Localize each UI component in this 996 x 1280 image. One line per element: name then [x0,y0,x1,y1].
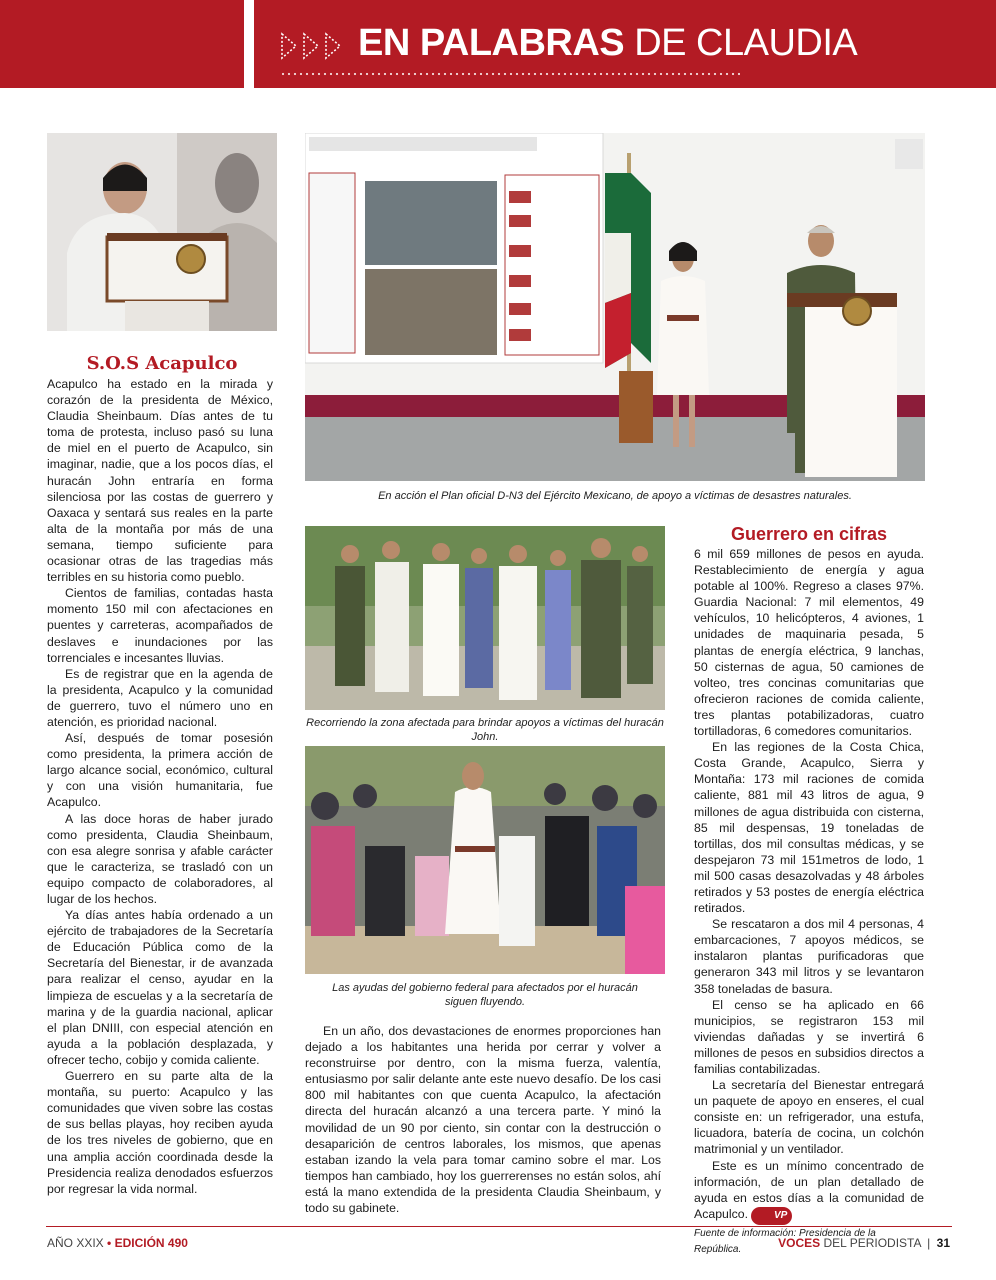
left-paragraph: Cientos de familias, contadas hasta momento 150 mil con afectaciones en puentes y carreteras, acompañados de deslaves e inundaciones por las torrenciales e incesantes lluvias. [47,586,273,665]
caption-lower-line-2: siguen fluyendo. [444,996,526,1008]
photo-claudia-podium [47,133,277,331]
right-article-body [694,546,924,1258]
vp-badge: VP [751,1207,792,1225]
page-title [358,22,857,65]
title-bold: EN PALABRAS [358,22,625,64]
left-paragraph: Así, después de tomar posesión como presidenta, la primera acción de largo alcance social, económico, cultural y con una visión humanitaria, fue Acapulco. [47,731,273,810]
caption-main-photo: En acción el Plan oficial D-N3 del Ejército Mexicano, de apoyo a víctimas de desastres naturales. [378,490,852,502]
right-paragraph-text: Este es un mínimo concentrado de información, de un plan detallado de ayuda en estos días a la comunidad de Acapulco. [694,1158,924,1221]
photo-claudia-with-residents [305,746,665,974]
header-dotted-line [280,72,740,76]
right-paragraph: En las regiones de la Costa Chica, Costa Grande, Acapulco, Sierra y Montaña: 173 mil raciones de comida caliente, 881 mil 43 litros de agua, 9 millones de agua distribuida con cisterna, 85 mil despensas, 19 toneladas de tortillas, dos mil consultas médicas, y se despejaron 73 mil 151metros de lodo, 1 mil 500 casas desazolvadas y 48 árboles retirados y 53 postes de energía eléctrica retirados. [694,740,924,916]
caption-middle-photo: Recorriendo la zona afectada para brindar apoyos a víctimas del huracán John. [306,717,664,743]
page-number: 31 [936,1236,950,1250]
caption-lower-line-1: Las ayudas del gobierno federal para afectados por el huracán [332,982,638,994]
right-paragraph-last [694,1158,924,1225]
guerrero-cifras-title: Guerrero en cifras [730,524,888,544]
right-paragraph: Se rescataron a dos mil 4 personas, 4 embarcaciones, 7 apoyos médicos, se instalaron plantas purificadoras que generaron 343 mil litros y se levantaron 358 toneladas de basura. [694,917,924,996]
center-article-body [305,1023,661,1216]
sos-acapulco-title: S.O.S Acapulco [86,353,238,374]
footer-divider: | [927,1236,931,1250]
caption-lower-photo [305,981,665,1009]
right-paragraph: La secretaría del Bienestar entregará un paquete de apoyo en enseres, el cual consiste en: un refrigerador, una estufa, licuadora, batería de cocina, un colchón matrimonial y un ventilador. [694,1078,924,1157]
photo-plan-dn3-presentation [305,133,925,481]
center-paragraph: En un año, dos devastaciones de enormes proporciones han dejado a los habitantes una herida por cerrar y volver a reconstruirse por dentro, con la misma fuerza, valentía, entusiasmo por salir delante ante este nuevo desafío. De los casi 800 mil habitantes con que cuenta Acapulco, la afectación directa del huracán alcanzó a una tercera parte. Y minó la movilidad de un 90 por ciento, sin contar con la destrucción o desaparición de centros laborales, los mismos, que apenas estaban izando la vela para tomar camino sobre el mar. Los tiempos han cambiado, hoy los guerrerenses no están solos, ahí está la mano extendida de la presidenta Claudia Sheinbaum, y todo su gabinete. [305,1024,661,1216]
left-paragraph: Guerrero en su parte alta de la montaña, su puerto: Acapulco y las comunidades que viven sobre las costas de sus bellas playas, hoy reciben ayuda de los tres niveles de gobierno, que en una amplia acción coordinada desde la Presidencia realiza denodados esfuerzos por regresar la vida normal. [47,1069,273,1196]
page-header [0,0,996,88]
footer-left [47,1236,188,1250]
footer-bullet: • [107,1236,112,1250]
triple-arrow-icon [280,28,350,64]
left-paragraph: A las doce horas de haber jurado como presidenta, Claudia Sheinbaum, con esa alegre sonrisa y afable carácter que le caracteriza, se trasladó con un equipo compacto de colaboradores, al lugar de los hechos. [47,811,273,906]
footer-rule [46,1226,952,1227]
left-paragraph: Es de registrar que en la agenda de la presidenta, Acapulco y la comunidad de guerrero, tuvo el número uno en atención, es prioridad nacional. [47,666,273,729]
header-inner [254,0,996,88]
footer-brand-bold: VOCES [778,1236,821,1250]
photo-officials-walking [305,526,665,710]
right-paragraph: 6 mil 659 millones de pesos en ayuda. Restablecimiento de energía y agua potable al 100%. Regreso a clases 97%. Guardia Nacional: 7 mil elementos, 49 vehículos, 10 helicópteros, 4 aviones, 1 unidades de maquinaria pesada, 5 plantas de energía eléctrica, 9 lanchas, 50 cisternas de agua, 50 camiones de volteo, tres concinas comunitarias que ofrecieron raciones de comida caliente, tres plantas potabilizadoras, cuatro tortilladoras, 6 comedores comunitarios. [694,547,924,739]
left-article-body [47,376,273,1197]
header-separator [244,0,254,88]
title-light: DE CLAUDIA [634,22,858,64]
right-paragraph: El censo se ha aplicado en 66 municipios, se registraron 153 mil viviendas dañadas y se invertirá 6 millones de pesos en subsidios directos a familias contabilizadas. [694,997,924,1076]
left-paragraph: Ya días antes había ordenado a un ejército de trabajadores de la Secretaría de Educación Pública como de la Secretaría del Bienestar, ir de avanzada para realizar el censo, ayudar en la limpieza de escuelas y a la secretaría de marina y de la guardia nacional, aplicar el plan DNIII, con especial atención en ayuda a la población desplazada, y ofrecer techo, cobijo y comida caliente. [47,908,273,1067]
footer-edition: EDICIÓN 490 [114,1236,188,1250]
footer-right [778,1236,950,1250]
footer-year: AÑO XXIX [47,1236,104,1250]
left-paragraph: Acapulco ha estado en la mirada y corazón de la presidenta de México, Claudia Sheinbaum. Días antes de tu toma de protesta, incluso pasó su luna de miel en el puerto de Acapulco, sin imaginar, nadie, que a los pocos días, el huracán John entraría en forma silenciosa por las costas de guerrero y Oaxaca y sentará sus reales en la parte alta de la montaña por más de una semana, tiempo suficiente para ocasionar otras de las tragedias más terribles en su historia como pueblo. [47,377,273,585]
source-note: Fuente de información: Presidencia de la República. [694,1227,876,1256]
footer-brand-light: DEL PERIODISTA [823,1236,921,1250]
